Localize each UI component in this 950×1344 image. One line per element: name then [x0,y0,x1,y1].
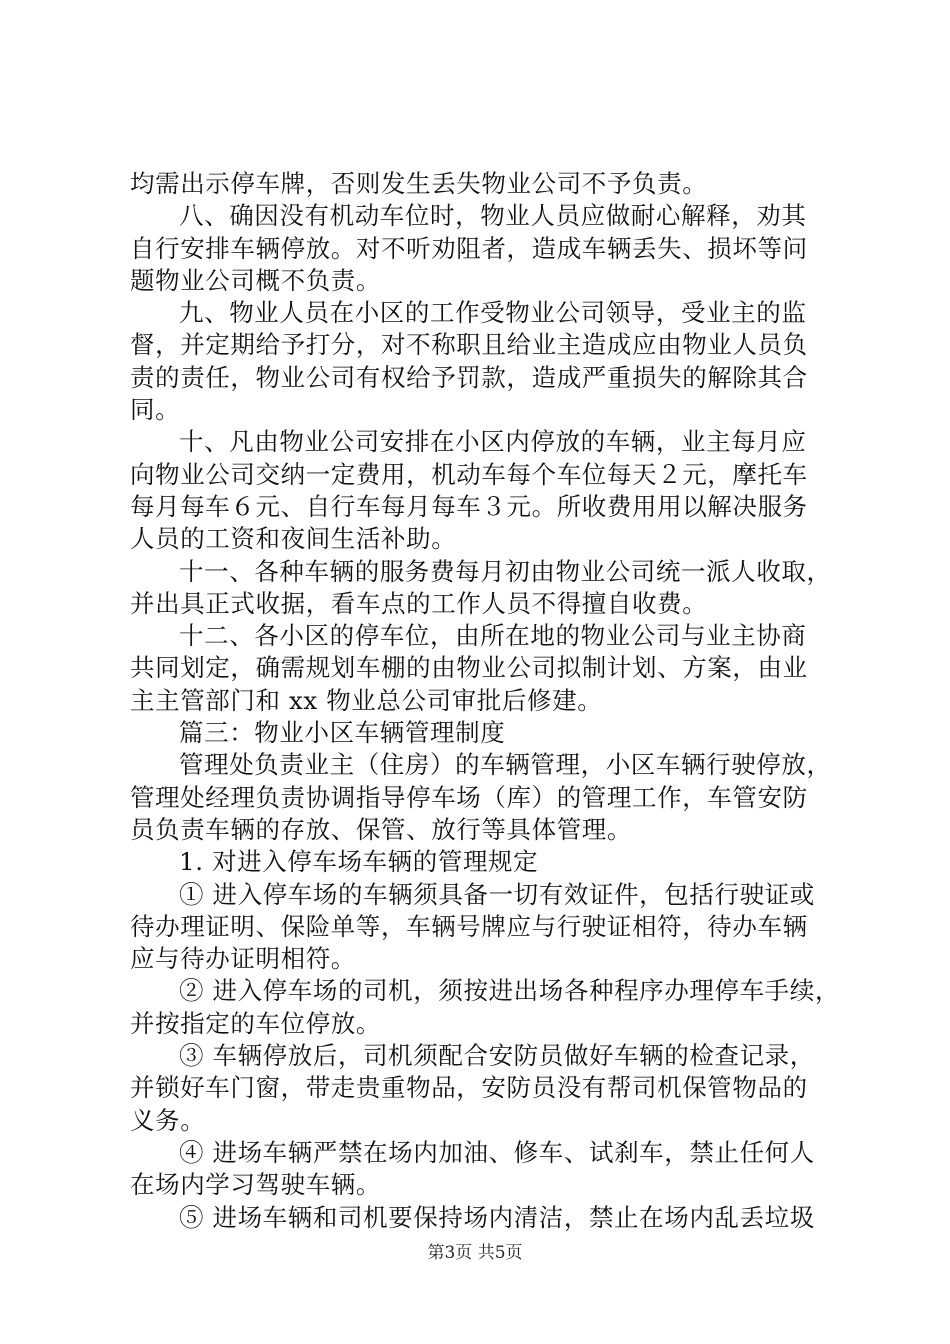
text-line: 均需出示停车牌，否则发生丢失物业公司不予负责。 [130,169,708,198]
text-line: 并锁好车门窗，带走贵重物品，安防员没有帮司机保管物品的 [130,1073,808,1103]
text-line: 并出具正式收据，看车点的工作人员不得擅自收费。 [130,588,708,618]
text-line: 十二、各小区的停车位，由所在地的物业公司与业主协商 [179,621,807,651]
text-line: 同。 [130,395,181,425]
text-line: 每月每车６元、自行车每月每车３元。所收费用用以解决服务 [130,491,808,521]
text-line: 在场内学习驾驶车辆。 [130,1170,381,1200]
text-line: ④ 进场车辆严禁在场内加油、修车、试刹车，禁止任何人 [179,1137,815,1167]
text-line: 篇三：物业小区车辆管理制度 [179,718,506,748]
text-line: ② 进入停车场的司机，须按进出场各种程序办理停车手续， [179,976,840,1006]
document-body [130,168,840,1234]
text-line: 管理处经理负责协调指导停车场（库）的管理工作，车管安防 [130,782,808,812]
text-line: 向物业公司交纳一定费用，机动车每个车位每天２元，摩托车 [130,459,808,489]
text-line: 督，并定期给予打分，对不称职且给业主造成应由物业人员负 [130,330,808,360]
text-line: ③ 车辆停放后，司机须配合安防员做好车辆的检查记录， [179,1041,815,1071]
text-line: ① 进入停车场的车辆须具备一切有效证件，包括行驶证或 [179,879,815,909]
text-line: 1. 对进入停车场车辆的管理规定 [179,847,539,877]
text-line: 八、确因没有机动车位时，物业人员应做耐心解释，劝其 [179,201,807,231]
text-line: 待办理证明、保险单等，车辆号牌应与行驶证相符，待办车辆 [130,911,808,941]
text-line: 主主管部门和 xx 物业总公司审批后修建。 [130,685,603,715]
text-line: 十、凡由物业公司安排在小区内停放的车辆，业主每月应 [179,427,807,457]
text-line: 并按指定的车位停放。 [130,1008,381,1038]
text-line: 九、物业人员在小区的工作受物业公司领导，受业主的监 [179,298,807,328]
text-line: 题物业公司概不负责。 [130,265,381,295]
text-line: 应与待办证明相符。 [130,944,356,974]
page-footer: 第3页 共5页 [427,1243,523,1263]
text-line: 自行安排车辆停放。对不听劝阻者，造成车辆丢失、损坏等问 [130,233,808,263]
text-line: 管理处负责业主（住房）的车辆管理，小区车辆行驶停放， [179,750,832,780]
text-line: 人员的工资和夜间生活补助。 [130,524,457,554]
text-line: 员负责车辆的存放、保管、放行等具体管理。 [130,814,632,844]
text-line: 责的责任，物业公司有权给予罚款，造成严重损失的解除其合 [130,362,808,392]
text-line: 共同划定，确需规划车棚的由物业公司拟制计划、方案，由业 [130,653,808,683]
text-line: ⑤ 进场车辆和司机要保持场内清洁，禁止在场内乱丢垃圾 [179,1202,815,1232]
text-line: 义务。 [130,1105,206,1135]
text-line: 十一、各种车辆的服务费每月初由物业公司统一派人收取， [179,556,832,586]
